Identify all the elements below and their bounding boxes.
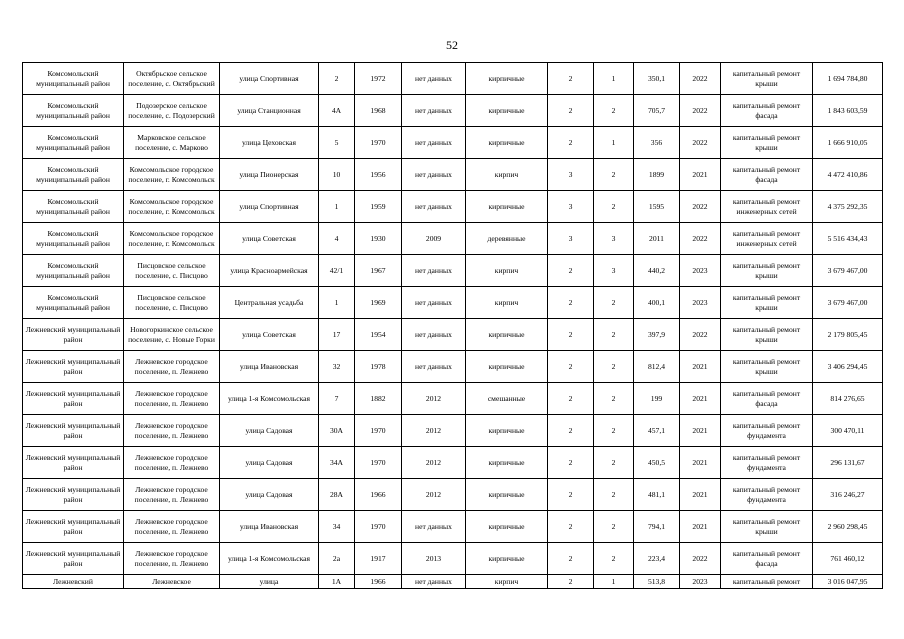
overhaul-year-cell: нет данных [402,159,466,191]
work-type-cell: капитальный ремонт крыши [721,127,813,159]
floors-cell: 2 [548,95,594,127]
build-year-cell: 1966 [355,479,402,511]
entrances-cell: 2 [594,159,634,191]
build-year-cell: 1968 [355,95,402,127]
plan-year-cell: 2023 [680,255,721,287]
overhaul-year-cell: нет данных [402,127,466,159]
build-year-cell: 1956 [355,159,402,191]
area-cell: 223,4 [634,543,680,575]
street-cell: улица Ивановская [220,511,319,543]
floors-cell: 2 [548,383,594,415]
street-cell: улица Спортивная [220,191,319,223]
table-row [23,543,883,575]
district-cell: Комсомольский муниципальный район [23,255,124,287]
street-cell: улица Станционная [220,95,319,127]
work-type-cell: капитальный ремонт крыши [721,63,813,95]
build-year-cell: 1970 [355,511,402,543]
cost-cell: 2 960 298,45 [813,511,883,543]
plan-year-cell: 2022 [680,191,721,223]
plan-year-cell: 2023 [680,575,721,589]
district-cell: Лежневский муниципальный район [23,479,124,511]
area-cell: 356 [634,127,680,159]
area-cell: 400,1 [634,287,680,319]
overhaul-year-cell: 2012 [402,447,466,479]
entrances-cell: 2 [594,191,634,223]
street-cell: улица Красноармейская [220,255,319,287]
overhaul-year-cell: нет данных [402,287,466,319]
street-cell: улица Цеховская [220,127,319,159]
street-cell: улица Садовая [220,479,319,511]
area-cell: 794,1 [634,511,680,543]
floors-cell: 2 [548,351,594,383]
wall-material-cell: кирпичные [466,447,548,479]
cost-cell: 3 679 467,00 [813,255,883,287]
entrances-cell: 2 [594,95,634,127]
table-row [23,191,883,223]
housing-repair-table [22,62,883,589]
floors-cell: 2 [548,255,594,287]
work-type-cell: капитальный ремонт фасада [721,95,813,127]
wall-material-cell: кирпичные [466,127,548,159]
plan-year-cell: 2021 [680,351,721,383]
build-year-cell: 1970 [355,447,402,479]
house-number-cell: 10 [319,159,355,191]
settlement-cell: Лежневское городское поселение, п. Лежнево [124,351,220,383]
work-type-cell: капитальный ремонт крыши [721,511,813,543]
settlement-cell: Лежневское [124,575,220,589]
plan-year-cell: 2022 [680,63,721,95]
cost-cell: 3 679 467,00 [813,287,883,319]
house-number-cell: 17 [319,319,355,351]
plan-year-cell: 2022 [680,95,721,127]
entrances-cell: 1 [594,63,634,95]
work-type-cell: капитальный ремонт фундамента [721,415,813,447]
entrances-cell: 3 [594,223,634,255]
entrances-cell: 2 [594,511,634,543]
plan-year-cell: 2022 [680,223,721,255]
house-number-cell: 30А [319,415,355,447]
floors-cell: 2 [548,479,594,511]
table-row [23,127,883,159]
overhaul-year-cell: нет данных [402,191,466,223]
build-year-cell: 1966 [355,575,402,589]
district-cell: Комсомольский муниципальный район [23,223,124,255]
wall-material-cell: смешанные [466,383,548,415]
settlement-cell: Комсомольское городское поселение, г. Комсомольск [124,159,220,191]
overhaul-year-cell: нет данных [402,511,466,543]
plan-year-cell: 2021 [680,511,721,543]
wall-material-cell: кирпичные [466,543,548,575]
area-cell: 812,4 [634,351,680,383]
overhaul-year-cell: 2012 [402,415,466,447]
build-year-cell: 1972 [355,63,402,95]
house-number-cell: 4 [319,223,355,255]
wall-material-cell: кирпичные [466,191,548,223]
entrances-cell: 2 [594,351,634,383]
area-cell: 457,1 [634,415,680,447]
floors-cell: 2 [548,447,594,479]
table-body [23,63,883,589]
district-cell: Лежневский муниципальный район [23,447,124,479]
cost-cell: 316 246,27 [813,479,883,511]
build-year-cell: 1969 [355,287,402,319]
settlement-cell: Марковское сельское поселение, с. Марково [124,127,220,159]
floors-cell: 2 [548,287,594,319]
table-row [23,287,883,319]
build-year-cell: 1954 [355,319,402,351]
floors-cell: 2 [548,575,594,589]
cost-cell: 761 460,12 [813,543,883,575]
table-row [23,351,883,383]
district-cell: Лежневский [23,575,124,589]
settlement-cell: Писцовское сельское поселение, с. Писцово [124,255,220,287]
build-year-cell: 1882 [355,383,402,415]
build-year-cell: 1978 [355,351,402,383]
house-number-cell: 32 [319,351,355,383]
settlement-cell: Подозерское сельское поселение, с. Подозерский [124,95,220,127]
wall-material-cell: кирпич [466,255,548,287]
build-year-cell: 1959 [355,191,402,223]
floors-cell: 2 [548,127,594,159]
settlement-cell: Лежневское городское поселение, п. Лежнево [124,415,220,447]
area-cell: 705,7 [634,95,680,127]
floors-cell: 2 [548,415,594,447]
area-cell: 1899 [634,159,680,191]
street-cell: улица 1-я Комсомольская [220,543,319,575]
house-number-cell: 2а [319,543,355,575]
house-number-cell: 5 [319,127,355,159]
area-cell: 397,9 [634,319,680,351]
wall-material-cell: кирпичные [466,415,548,447]
district-cell: Лежневский муниципальный район [23,415,124,447]
work-type-cell: капитальный ремонт крыши [721,351,813,383]
area-cell: 513,8 [634,575,680,589]
street-cell: Центральная усадьба [220,287,319,319]
plan-year-cell: 2021 [680,159,721,191]
cost-cell: 4 472 410,86 [813,159,883,191]
table-row [23,63,883,95]
settlement-cell: Лежневское городское поселение, п. Лежнево [124,511,220,543]
district-cell: Комсомольский муниципальный район [23,159,124,191]
settlement-cell: Лежневское городское поселение, п. Лежнево [124,447,220,479]
wall-material-cell: кирпич [466,575,548,589]
wall-material-cell: кирпичные [466,63,548,95]
settlement-cell: Писцовское сельское поселение, с. Писцово [124,287,220,319]
overhaul-year-cell: 2009 [402,223,466,255]
overhaul-year-cell: нет данных [402,319,466,351]
floors-cell: 3 [548,159,594,191]
plan-year-cell: 2022 [680,319,721,351]
build-year-cell: 1930 [355,223,402,255]
page-number: 52 [446,38,458,52]
cost-cell: 3 016 047,95 [813,575,883,589]
wall-material-cell: кирпичные [466,511,548,543]
cost-cell: 296 131,67 [813,447,883,479]
cost-cell: 1 666 910,05 [813,127,883,159]
table-row [23,383,883,415]
table-row [23,575,883,589]
plan-year-cell: 2021 [680,383,721,415]
plan-year-cell: 2021 [680,415,721,447]
house-number-cell: 28А [319,479,355,511]
work-type-cell: капитальный ремонт фундамента [721,479,813,511]
settlement-cell: Лежневское городское поселение, п. Лежнево [124,479,220,511]
house-number-cell: 4А [319,95,355,127]
table-row [23,255,883,287]
work-type-cell: капитальный ремонт фасада [721,159,813,191]
floors-cell: 2 [548,511,594,543]
overhaul-year-cell: нет данных [402,575,466,589]
work-type-cell: капитальный ремонт инженерных сетей [721,223,813,255]
house-number-cell: 1А [319,575,355,589]
work-type-cell: капитальный ремонт фасада [721,543,813,575]
settlement-cell: Комсомольское городское поселение, г. Комсомольск [124,223,220,255]
district-cell: Комсомольский муниципальный район [23,191,124,223]
overhaul-year-cell: 2012 [402,479,466,511]
table-row [23,159,883,191]
street-cell: улица 1-я Комсомольская [220,383,319,415]
overhaul-year-cell: нет данных [402,63,466,95]
entrances-cell: 2 [594,287,634,319]
street-cell: улица Ивановская [220,351,319,383]
house-number-cell: 42/1 [319,255,355,287]
street-cell: улица Советская [220,223,319,255]
house-number-cell: 1 [319,191,355,223]
house-number-cell: 34 [319,511,355,543]
build-year-cell: 1967 [355,255,402,287]
cost-cell: 4 375 292,35 [813,191,883,223]
build-year-cell: 1917 [355,543,402,575]
work-type-cell: капитальный ремонт фундамента [721,447,813,479]
area-cell: 1595 [634,191,680,223]
entrances-cell: 2 [594,383,634,415]
work-type-cell: капитальный ремонт инженерных сетей [721,191,813,223]
wall-material-cell: кирпичные [466,351,548,383]
street-cell: улица Пионерская [220,159,319,191]
settlement-cell: Октябрьское сельское поселение, с. Октябрьский [124,63,220,95]
area-cell: 450,5 [634,447,680,479]
table-row [23,95,883,127]
floors-cell: 2 [548,543,594,575]
overhaul-year-cell: нет данных [402,351,466,383]
settlement-cell: Комсомольское городское поселение, г. Комсомольск [124,191,220,223]
street-cell: улица Садовая [220,415,319,447]
entrances-cell: 2 [594,543,634,575]
street-cell: улица [220,575,319,589]
plan-year-cell: 2023 [680,287,721,319]
district-cell: Комсомольский муниципальный район [23,127,124,159]
cost-cell: 1 694 784,80 [813,63,883,95]
wall-material-cell: кирпич [466,287,548,319]
work-type-cell: капитальный ремонт крыши [721,255,813,287]
entrances-cell: 2 [594,319,634,351]
street-cell: улица Садовая [220,447,319,479]
table-row [23,511,883,543]
floors-cell: 3 [548,191,594,223]
cost-cell: 814 276,65 [813,383,883,415]
cost-cell: 300 470,11 [813,415,883,447]
table-row [23,319,883,351]
settlement-cell: Новогоркинское сельское поселение, с. Новые Горки [124,319,220,351]
district-cell: Комсомольский муниципальный район [23,63,124,95]
table-row [23,479,883,511]
floors-cell: 2 [548,63,594,95]
district-cell: Лежневский муниципальный район [23,319,124,351]
entrances-cell: 2 [594,479,634,511]
build-year-cell: 1970 [355,415,402,447]
overhaul-year-cell: нет данных [402,255,466,287]
settlement-cell: Лежневское городское поселение, п. Лежнево [124,383,220,415]
entrances-cell: 1 [594,575,634,589]
plan-year-cell: 2022 [680,127,721,159]
table-row [23,447,883,479]
table-row [23,223,883,255]
cost-cell: 1 843 603,59 [813,95,883,127]
house-number-cell: 34А [319,447,355,479]
settlement-cell: Лежневское городское поселение, п. Лежнево [124,543,220,575]
wall-material-cell: кирпичные [466,319,548,351]
district-cell: Лежневский муниципальный район [23,351,124,383]
area-cell: 481,1 [634,479,680,511]
wall-material-cell: кирпичные [466,479,548,511]
work-type-cell: капитальный ремонт [721,575,813,589]
plan-year-cell: 2021 [680,447,721,479]
district-cell: Лежневский муниципальный район [23,543,124,575]
work-type-cell: капитальный ремонт крыши [721,319,813,351]
area-cell: 350,1 [634,63,680,95]
entrances-cell: 1 [594,127,634,159]
district-cell: Комсомольский муниципальный район [23,287,124,319]
entrances-cell: 3 [594,255,634,287]
floors-cell: 2 [548,319,594,351]
district-cell: Комсомольский муниципальный район [23,95,124,127]
plan-year-cell: 2022 [680,543,721,575]
overhaul-year-cell: 2013 [402,543,466,575]
work-type-cell: капитальный ремонт крыши [721,287,813,319]
area-cell: 440,2 [634,255,680,287]
street-cell: улица Советская [220,319,319,351]
work-type-cell: капитальный ремонт фасада [721,383,813,415]
district-cell: Лежневский муниципальный район [23,511,124,543]
area-cell: 199 [634,383,680,415]
cost-cell: 3 406 294,45 [813,351,883,383]
entrances-cell: 2 [594,447,634,479]
street-cell: улица Спортивная [220,63,319,95]
overhaul-year-cell: 2012 [402,383,466,415]
build-year-cell: 1970 [355,127,402,159]
table-row [23,415,883,447]
overhaul-year-cell: нет данных [402,95,466,127]
entrances-cell: 2 [594,415,634,447]
cost-cell: 2 179 805,45 [813,319,883,351]
cost-cell: 5 516 434,43 [813,223,883,255]
wall-material-cell: кирпичные [466,95,548,127]
plan-year-cell: 2021 [680,479,721,511]
area-cell: 2011 [634,223,680,255]
house-number-cell: 1 [319,287,355,319]
wall-material-cell: деревянные [466,223,548,255]
house-number-cell: 2 [319,63,355,95]
floors-cell: 3 [548,223,594,255]
house-number-cell: 7 [319,383,355,415]
wall-material-cell: кирпич [466,159,548,191]
district-cell: Лежневский муниципальный район [23,383,124,415]
